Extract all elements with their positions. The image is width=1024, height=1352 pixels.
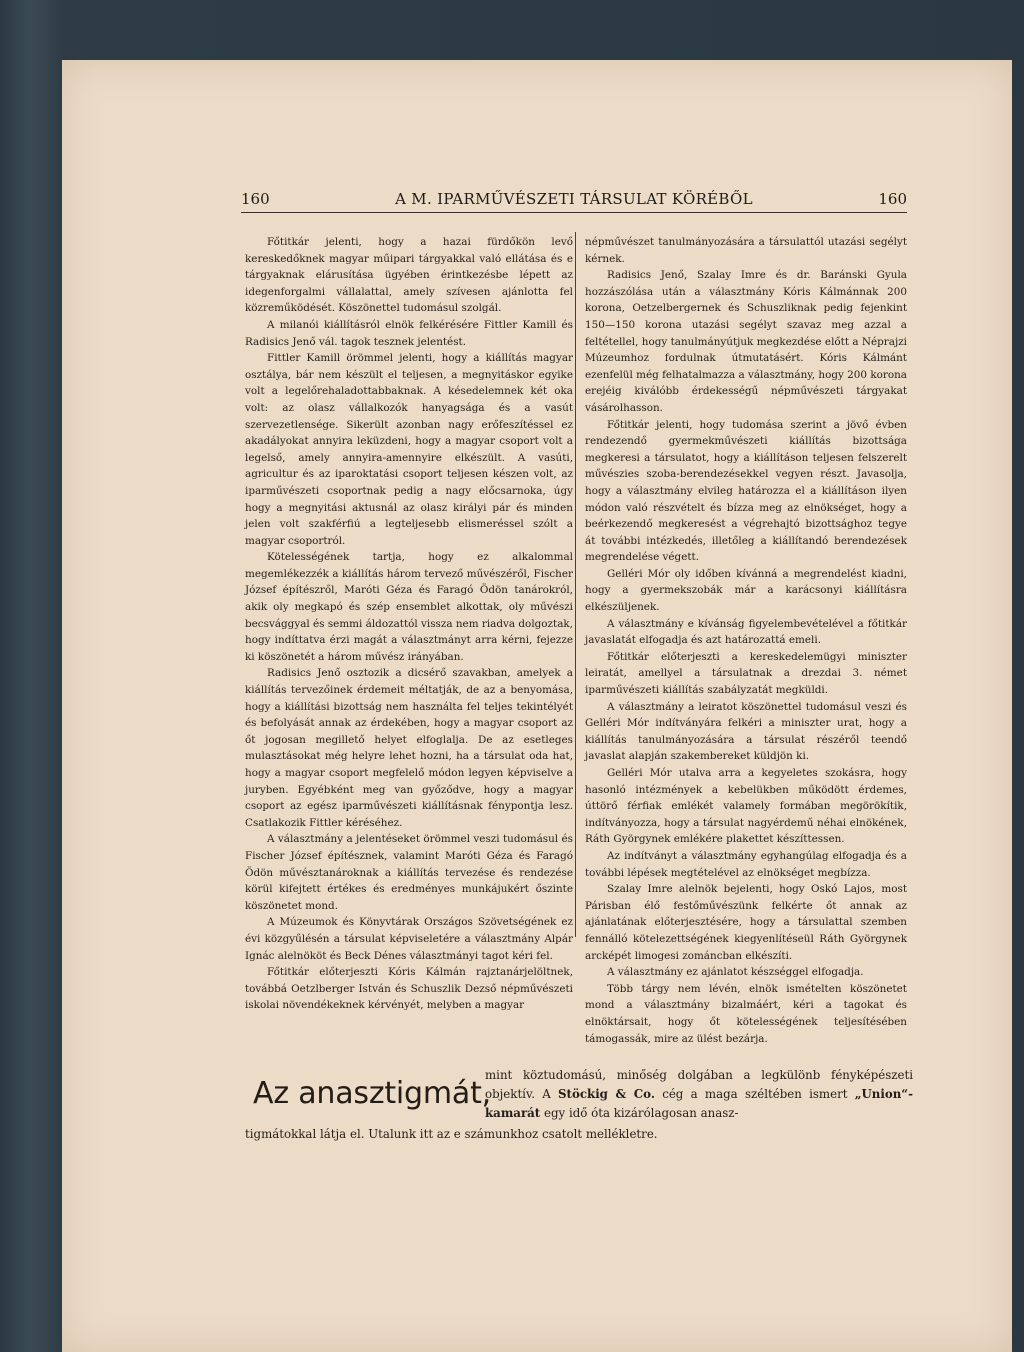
ad-brand-name: „Union“-kamarát: [485, 1087, 913, 1120]
paragraph: Fittler Kamill örömmel jelenti, hogy a kiállítás magyar osztálya, bár nem készült el teljesen, a megnyitáskor egyike volt a legelőrehaladottabbaknak. A késedelemnek két oka volt: az olasz vállalkozók hanyagsága és a vasút szervezetlensége. Sikerült azonban nagy erőfeszítéssel ez akadályokat annyira leküzdeni, hogy a magyar csoport volt a legelső, amely annyira-amennyire elkészült. A vasúti, agricultur és az iparoktatási csoport teljesen készen volt, az iparművészeti csoportnak pedig a nagy előcsarnoka, úgy hogy a megnyitási aktusnál az olasz királyi pár és minden jelen volt szakférfiú a legteljesebb elismeréssel szólt a magyar csoportról.: [245, 352, 573, 547]
left-column: [245, 234, 573, 1014]
paragraph: Főtitkár jelenti, hogy tudomása szerint a jövő évben rendezendő gyermekművészeti kiállítás bizottsága megkeresi a társulatot, hogy a kiállításon teljesen felszerelt művészies szoba-berendezésekkel vegyen részt. Javasolja, hogy a választmány elvileg határozza el a kiállításon ilyen módon való részvételt és bízza meg az elnökséget, hogy a beérkezendő megkeresést a végrehajtó bizottsághoz tegye át további intézkedés, illetőleg a kiállítandó berendezések megrendelése végett.: [585, 418, 907, 564]
paragraph: Főtitkár előterjeszti a kereskedelemügyi miniszter leiratát, amellyel a társulatnak a drezdai 3. német iparművészeti kiállítás szabályzatát megküldi.: [585, 650, 907, 697]
paragraph: Szalay Imre alelnök bejelenti, hogy Oskó Lajos, most Párisban élő festőművészünk felkérte őt annak az ajánlatának előterjesztésére, hogy a társulattal szemben fennálló kötelezettségének kiegyenlítéseül Ráth Györgynek arcképét limogesi zománcban elkészíti.: [585, 883, 907, 962]
paragraph: Az indítványt a választmány egyhangúlag elfogadja és a további lépések megtételével az elnökséget megbízza.: [585, 849, 907, 879]
ad-text: mint köztudomású, minőség dolgában a legkülönb fényképészeti objektív. A: [485, 1068, 913, 1101]
running-header: [241, 190, 907, 214]
column-divider: [575, 232, 576, 937]
right-column: [585, 234, 907, 1047]
ad-headline: Az anasztigmát,: [253, 1076, 492, 1111]
paragraph: Főtitkár előterjeszti Kóris Kálmán rajztanárjelöltnek, továbbá Oetzlberger István és Schuszlik Dezső népművészeti iskolai növendékeknek kérvényét, melyben a magyar: [245, 966, 573, 1012]
page-number-right: 160: [878, 190, 907, 208]
paragraph: Radisics Jenő, Szalay Imre és dr. Baránski Gyula hozzászólása után a választmány Kóris Kálmánnak 200 korona, Oetzelbergernek és Schuszliknak pedig fejenkint 150—150 korona utazási segélyt szavaz meg azzal a feltétellel, hogy tanulmányútjuk megkezdése előtt a Néprajzi Múzeumhoz fordulnak útmutatásért. Kóris Kálmánt ezenfelül még felhatalmazza a választmány, hogy 200 korona erejéig kiválóbb érdekességű népművészeti tárgyakat vásárolhasson.: [585, 269, 907, 414]
paragraph-continued: népművészet tanulmányozására a társulattól utazási segélyt kérnek.: [585, 236, 907, 265]
paragraph: Radisics Jenő osztozik a dicsérő szavakban, amelyek a kiállítás tervezőinek érdemeit méltatják, de az a benyomása, hogy a kiállítási bizottság nem használta fel teljes tekintélyét és befolyását annak az érdekében, hogy a magyar csoport az őt jogosan megillető helyet elfoglalja. De az esetleges mulasztásokat még helyre lehet hozni, ha a társulat oda hat, hogy a magyar csoport megfelelő módon legyen képviselve a juryben. Egyébként meg van győződve, hogy a magyar csoport az egész iparművészeti kiállításnak fénypontja lesz. Csatlakozik Fittler kéréséhez.: [245, 667, 573, 829]
paragraph: A választmány e kívánság figyelembevételével a főtitkár javaslatát elfogadja és azt határozattá emeli.: [585, 617, 907, 647]
paragraph: A milanói kiállításról elnök felkérésére Fittler Kamill és Radisics Jenő vál. tagok tesznek jelentést.: [245, 318, 573, 348]
ad-company-name: Stöckig & Co.: [558, 1087, 655, 1101]
paragraph: A választmány a jelentéseket örömmel veszi tudomásul és Fischer József építésznek, valamint Maróti Géza és Faragó Ödön művésztanároknak a kiállítás tervezése és rendezése körül kifejtett értékes és eredményes munkájukért őszinte köszönetet mond.: [245, 833, 573, 912]
paragraph: Több tárgy nem lévén, elnök ismételten köszönetet mond a választmány bizalmáért, kéri a tagokat és elnöktársait, hogy őt kötelességének teljesítésében támogassák, mire az ülést bezárja.: [585, 982, 907, 1045]
running-title: A M. IPARMŰVÉSZETI TÁRSULAT KÖRÉBŐL: [395, 190, 753, 208]
ad-body: [485, 1066, 913, 1123]
header-rule: [241, 212, 907, 213]
paragraph: Gelléri Mór oly időben kívánná a megrendelést kiadni, hogy a gyermekszobák már a karácsonyi kiállításra elkészüljenek.: [585, 567, 907, 614]
page-number-left: 160: [241, 190, 270, 208]
ad-text: egy idő óta kizárólagosan anasz-: [540, 1106, 739, 1120]
paragraph: A választmány a leiratot köszönettel tudomásul veszi és Gelléri Mór indítványára felkéri a miniszter urat, hogy a kiállítás tanulmányozására a társulat részéről teendő javaslat alapján szakembereket küldjön ki.: [585, 700, 907, 763]
paragraph: A választmány ez ajánlatot készséggel elfogadja.: [607, 966, 864, 979]
paragraph: A Múzeumok és Könyvtárak Országos Szövetségének ez évi közgyűlésén a társulat képviseletére a választmány Alpár Ignác alelnököt és Beck Dénes választmányi tagot kéri fel.: [245, 916, 573, 962]
paragraph: Gelléri Mór utalva arra a kegyeletes szokásra, hogy hasonló intézmények a kebelükben működött érdemes, úttörő férfiak emlékét valamely formában megörökítik, indítványozza, hogy a társulat nagyérdemű néhai elnökének, Ráth Györgynek emlékére plakettet készíttessen.: [585, 767, 907, 846]
paragraph: Főtitkár jelenti, hogy a hazai fürdőkön levő kereskedőknek magyar műipari tárgyakkal való ellátása és e tárgyaknak elárusítása ügyében érintkezésbe lépett az idegenforgalmi vállalattal, amely szívesen ajánlotta fel közreműködését. Köszönettel tudomásul szolgál.: [245, 236, 573, 315]
paragraph: Kötelességének tartja, hogy ez alkalommal megemlékezzék a kiállítás három tervező művészéről, Fischer József építészről, Maróti Géza és Faragó Ödön tanárokról, akik oly megkapó és szép ensemblet alkottak, oly művészi becsvággyal és semmi áldozattól vissza nem riadva dolgoztak, hogy indíttatva érzi magát a választmányt arra kérni, fejezze ki köszönetét a három művész irányában.: [245, 551, 573, 663]
ad-text: cég a maga széltében ismert: [654, 1087, 855, 1101]
ad-last-line: tigmátokkal látja el. Utalunk itt az e számunkhoz csatolt mellékletre.: [245, 1127, 658, 1141]
